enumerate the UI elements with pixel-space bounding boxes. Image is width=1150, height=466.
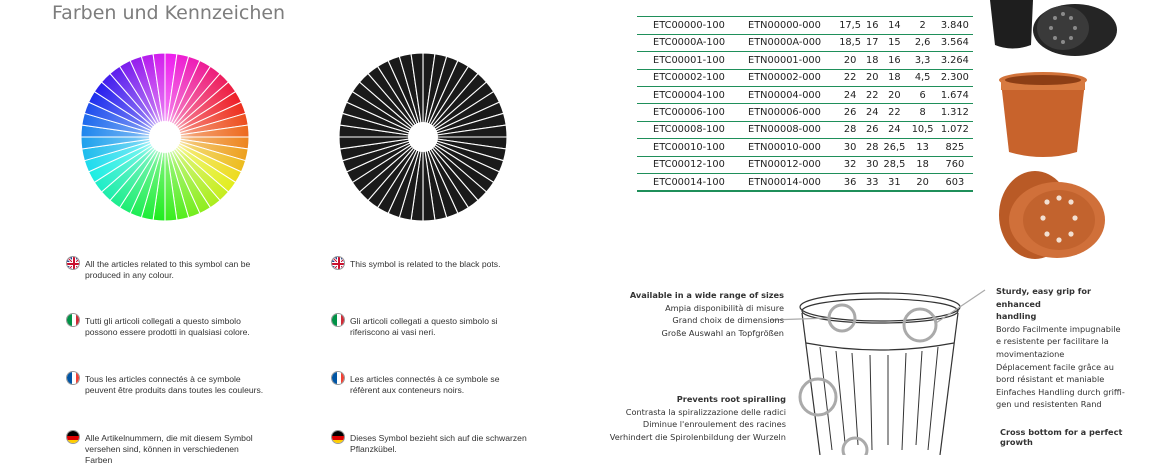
table-cell: ETC00004-100 — [637, 86, 748, 103]
table-row — [637, 121, 973, 138]
table-cell: 36 — [836, 173, 864, 191]
feature-line: Einfaches Handling durch griffi- — [996, 386, 1125, 397]
table-cell: ETN00008-000 — [748, 121, 836, 138]
feature-line: Ampia disponibilità di misure — [665, 302, 784, 313]
table-cell: 3,3 — [909, 52, 937, 69]
note-text: Gli articoli collegati a questo simbolo si riferiscono ai vasi neri. — [350, 316, 498, 337]
feature-line: Verhindert die Spirolenbildung der Wurzeln — [609, 431, 786, 442]
table-cell: 17,5 — [836, 17, 864, 34]
table-cell: 22 — [836, 69, 864, 86]
color-wheel-symbol — [80, 52, 250, 222]
feature-grip — [996, 285, 1136, 411]
table-cell: 6 — [909, 86, 937, 103]
table-row — [637, 156, 973, 173]
table-row — [637, 34, 973, 51]
size-table — [637, 0, 973, 192]
table-cell: 18,5 — [836, 34, 864, 51]
table-cell: 16 — [864, 17, 880, 34]
table-cell: ETC00001-100 — [637, 52, 748, 69]
table-row — [637, 52, 973, 69]
feature-root-title: Prevents root spiralling — [676, 394, 786, 404]
it-flag-icon — [66, 313, 80, 327]
table-cell: 20 — [864, 69, 880, 86]
feature-line: e resistente per facilitare la — [996, 336, 1109, 347]
table-row — [637, 173, 973, 191]
table-cell — [748, 0, 836, 17]
table-cell: 33 — [864, 173, 880, 191]
feature-line: Grand choix de dimensions — [672, 315, 784, 326]
feature-line: Große Auswahl an Topfgrößen — [661, 327, 784, 338]
table-cell: ETN00014-000 — [748, 173, 836, 191]
feature-line: movimentazione — [996, 348, 1065, 359]
table-cell: 22 — [864, 86, 880, 103]
note-text: Dieses Symbol bezieht sich auf die schwarzen Pflanzkübel. — [350, 433, 527, 454]
feature-line: gen und resistenten Rand — [996, 399, 1102, 410]
it-flag-icon — [331, 313, 345, 327]
feature-grip-title-cont: handling — [996, 311, 1037, 322]
table-cell: 13 — [909, 139, 937, 156]
feature-line: Bordo Facilmente impugnabile — [996, 323, 1121, 334]
table-cell: 3.264 — [937, 52, 973, 69]
note-text: Les articles connectés à ce symbole se réfèrent aux conteneurs noirs. — [350, 374, 500, 395]
table-cell: 30 — [864, 156, 880, 173]
table-row — [637, 139, 973, 156]
table-cell: ETC00012-100 — [637, 156, 748, 173]
table-row — [637, 17, 973, 34]
table-cell: 3.564 — [937, 34, 973, 51]
feature-cross — [1000, 427, 1140, 447]
table-cell: 28,5 — [880, 156, 908, 173]
feature-sizes — [560, 289, 784, 339]
table-cell — [864, 0, 880, 17]
feature-line: bord résistant et maniable — [996, 374, 1105, 385]
de-flag-icon — [66, 430, 80, 444]
terracotta-pot-bottom-image — [995, 170, 1110, 265]
table-cell: 1.312 — [937, 104, 973, 121]
table-cell: 1.674 — [937, 86, 973, 103]
table-cell: ETN0000A-000 — [748, 34, 836, 51]
table-cell: 2.300 — [937, 69, 973, 86]
table-cell: ETN00006-000 — [748, 104, 836, 121]
table-cell: ETN00004-000 — [748, 86, 836, 103]
table-cell — [637, 0, 748, 17]
feature-root — [560, 393, 786, 443]
terracotta-pot-image — [995, 70, 1095, 165]
feature-grip-title: Sturdy, easy grip for enhanced — [996, 286, 1091, 309]
fr-flag-icon — [66, 371, 80, 385]
note-text: This symbol is related to the black pots. — [350, 259, 501, 269]
table-cell — [909, 0, 937, 17]
table-cell: 2 — [909, 17, 937, 34]
table-cell — [836, 0, 864, 17]
table-row — [637, 86, 973, 103]
table-cell: 603 — [937, 173, 973, 191]
feature-cross-title: Cross bottom for a perfect — [1000, 427, 1123, 437]
table-cell: 17 — [864, 34, 880, 51]
table-cell: 24 — [836, 86, 864, 103]
table-cell: 18 — [880, 69, 908, 86]
table-cell: 26,5 — [880, 139, 908, 156]
table-cell: ETN00002-000 — [748, 69, 836, 86]
table-cell: 825 — [937, 139, 973, 156]
table-row — [637, 0, 973, 17]
table-cell: 2,6 — [909, 34, 937, 51]
table-cell: 22 — [880, 104, 908, 121]
table-cell: 20 — [836, 52, 864, 69]
page-title: Farben und Kennzeichen — [52, 2, 286, 24]
feature-line: Contrasta la spiralizzazione delle radici — [625, 406, 786, 417]
table-cell: 760 — [937, 156, 973, 173]
table-cell: ETN00010-000 — [748, 139, 836, 156]
uk-flag-icon — [331, 256, 345, 270]
table-cell: 15 — [880, 34, 908, 51]
feature-line: Diminue l'enroulement des racines — [642, 419, 786, 430]
table-cell: 31 — [880, 173, 908, 191]
table-cell: ETC00008-100 — [637, 121, 748, 138]
table-cell: ETC00000-100 — [637, 17, 748, 34]
table-cell: ETN00012-000 — [748, 156, 836, 173]
note-text: Tous les articles connectés à ce symbole peuvent être produits dans toutes les couleurs. — [85, 374, 264, 395]
fr-flag-icon — [331, 371, 345, 385]
table-cell: 20 — [880, 86, 908, 103]
table-cell: 14 — [880, 17, 908, 34]
table-cell: 3.840 — [937, 17, 973, 34]
table-cell: 26 — [836, 104, 864, 121]
table-cell: ETC00010-100 — [637, 139, 748, 156]
table-cell: ETC0000A-100 — [637, 34, 748, 51]
table-cell: 4,5 — [909, 69, 937, 86]
table-cell: ETC00014-100 — [637, 173, 748, 191]
table-cell: 1.072 — [937, 121, 973, 138]
table-cell — [937, 0, 973, 17]
table-cell: 24 — [864, 104, 880, 121]
feature-cross-title-cont: growth — [1000, 437, 1033, 447]
table-cell: 18 — [909, 156, 937, 173]
black-pot-image — [985, 0, 1125, 60]
table-cell: 30 — [836, 139, 864, 156]
de-flag-icon — [331, 430, 345, 444]
table-cell: 8 — [909, 104, 937, 121]
uk-flag-icon — [66, 256, 80, 270]
table-cell: ETC00006-100 — [637, 104, 748, 121]
table-cell: ETN00001-000 — [748, 52, 836, 69]
table-cell: 16 — [880, 52, 908, 69]
feature-line: Déplacement facile grâce au — [996, 361, 1114, 372]
table-cell: 28 — [836, 121, 864, 138]
feature-sizes-title: Available in a wide range of sizes — [629, 290, 784, 300]
black-pot-symbol — [338, 52, 508, 222]
table-row — [637, 104, 973, 121]
table-cell: 24 — [880, 121, 908, 138]
note-text: All the articles related to this symbol can be produced in any colour. — [85, 259, 251, 280]
table-row — [637, 69, 973, 86]
note-text: Tutti gli articoli collegati a questo simbolo possono essere prodotti in qualsiasi colore. — [85, 316, 250, 337]
table-cell: 28 — [864, 139, 880, 156]
table-cell: 10,5 — [909, 121, 937, 138]
table-cell — [880, 0, 908, 17]
table-cell: 20 — [909, 173, 937, 191]
table-cell: ETN00000-000 — [748, 17, 836, 34]
pot-diagram — [770, 285, 1000, 455]
table-cell: 32 — [836, 156, 864, 173]
table-cell: 26 — [864, 121, 880, 138]
table-cell: ETC00002-100 — [637, 69, 748, 86]
table-cell: 18 — [864, 52, 880, 69]
note-text: Alle Artikelnummern, die mit diesem Symbol versehen sind, können in verschiedenen Farben — [85, 433, 253, 465]
